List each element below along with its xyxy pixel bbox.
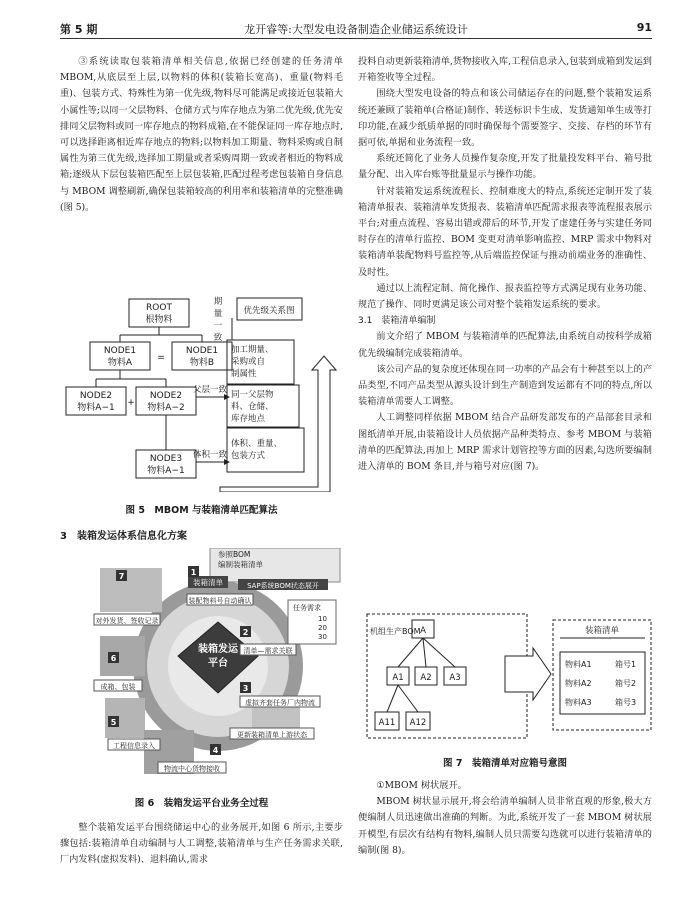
node-a1-label: A1: [392, 673, 404, 683]
paragraph: 该公司产品的复杂度还体现在同一功率的产品会有十种甚至以上的产品类型,不同产品类型从源头设计到生产制造到发运都有不同的特点,所以装箱清单需要人工调整。: [358, 363, 653, 408]
figure-5-caption: 图 5 MBOM 与装箱清单匹配算法: [125, 505, 278, 516]
step-4: 4: [212, 746, 219, 755]
list-title: 装箱清单: [584, 626, 620, 636]
right-column-top: [358, 54, 652, 475]
issue-number: 第 5 期: [60, 23, 98, 36]
parent-consistent-label: 父层一致: [192, 385, 228, 395]
period-char-2: 量: [213, 309, 223, 319]
node1a-label: NODE1: [103, 346, 137, 356]
volume-consistent-label: 体积一致: [192, 450, 228, 460]
node3-label: NODE3: [149, 454, 183, 464]
node1b-sub: 物料B: [189, 358, 215, 368]
ref-bom-line2: 编制装箱清单: [218, 560, 263, 569]
row3-item: 物料A3: [565, 698, 592, 707]
node1b-label: NODE1: [185, 346, 219, 356]
paragraph: MBOM 树状显示展开,将会给清单编制人员非常直观的形象,极大方便编制人员迅速做出准确的判断。为此,系统开发了一套 MBOM 树状展开模型,有层次有结构有物料,编制人员只需要勾选就可以进行装箱清单的编制(图 8)。: [358, 796, 652, 856]
step-6: 6: [110, 654, 117, 663]
step-2: 2: [242, 628, 249, 637]
box3-line2: 包装方式: [231, 451, 266, 461]
worker-photo: [100, 636, 145, 676]
status-update-tag: 更新装箱清单上游状态: [237, 731, 307, 739]
plus-sign: +: [127, 398, 135, 408]
period-char-3: 一: [213, 321, 223, 331]
paragraph: 系统还简化了业务人员操作复杂度,开发了批量投发料平台、箱号批量分配、出入库台账等批量显示与操作功能。: [358, 153, 652, 181]
node-a3-label: A3: [449, 673, 461, 683]
root-sub: 根物料: [145, 315, 173, 325]
step-3: 3: [242, 684, 249, 693]
node2b-sub: 物料A−2: [147, 403, 185, 413]
list-relation-tag: 清单—需求关联: [243, 647, 293, 655]
node2b-label: NODE2: [149, 391, 183, 401]
figure-6-platform-process: [90, 548, 345, 780]
equals-sign: =: [157, 353, 165, 363]
ref-bom-line1: 参照BOM: [218, 550, 251, 559]
node1a-sub: 物料A: [107, 358, 133, 368]
row3-box: 箱号3: [615, 698, 637, 707]
figure-5-mbom-matching: [60, 292, 350, 492]
demand-value-1: 10: [318, 615, 327, 623]
node-a-label: A: [420, 626, 426, 636]
mapping-arrow: [505, 648, 551, 700]
box2-line3: 库存地点: [231, 414, 266, 424]
paragraph: 前文介绍了 MBOM 与装箱清单的匹配算法,由系统自动按科学成箱优先级编制完成装箱清单。: [358, 331, 652, 359]
figure-7-caption: 图 7 装箱清单对应箱号意图: [443, 758, 567, 769]
row2-box: 箱号2: [615, 679, 637, 688]
step-5: 5: [110, 718, 117, 727]
left-column-top: [60, 54, 343, 216]
priority-title: 优先级关系图: [243, 306, 295, 316]
platform-title-1: 装箱发运: [198, 644, 238, 655]
logistics-receive-tag: 物流中心货物接收: [164, 765, 220, 773]
platform-title-2: 平台: [208, 658, 228, 669]
box2-line2: 料、仓储、: [231, 402, 274, 412]
node-a11-label: A11: [378, 718, 396, 728]
demand-value-3: 30: [318, 633, 327, 641]
packing-tag: 成箱、包装: [100, 683, 136, 691]
truck-photo: [100, 568, 162, 612]
box2-line1: 同一父层物: [231, 390, 274, 400]
machine-bom-label: 机组生产BOM: [370, 627, 421, 636]
box1-line2: 采购或自: [231, 357, 266, 367]
node3-sub: 物料A−1: [147, 466, 185, 476]
paragraph: 投料自动更新装箱清单,货物接收入库,工程信息录入,包装到成箱到发运到开箱签收等全过程。: [358, 56, 652, 84]
page-number: 91: [636, 21, 652, 34]
node-a12-label: A12: [409, 718, 427, 728]
paragraph: 围绕大型发电设备的特点和该公司储运存在的问题,整个装箱发运系统还兼顾了装箱单(合格证)制作、转送标识卡生成、发货通知单生成等打印功能,在减少纸质单据的同时确保每个需要签字、交接、存档的环节有据可依,单据和业务流程一致。: [358, 88, 652, 149]
virtual-kit-tag: 虚拟齐套任务厂内物流: [245, 699, 315, 707]
section-3-heading: 3 装箱发运体系信息化方案: [60, 531, 187, 542]
box1-line3: 制属性: [231, 369, 257, 379]
right-column-bottom: [358, 778, 652, 859]
paragraph: 整个装箱发运平台围绕储运中心的业务展开,如图 6 所示,主要步骤包括:装箱清单自动编制与人工调整,装箱清单与生产任务需求关联,厂内发料(虚拟发料)、退料确认,需求: [60, 822, 343, 866]
paragraph: 人工调整同样依据 MBOM 结合产品研发部发布的产品部套目录和图纸清单开展,由装箱设计人员依据产品种类特点、参考 MBOM 与装箱清单的匹配算法,再加上 MRP 需求计划管控等方面的因素,勾选所要编制进入清单的 BOM 条目,并与箱号对应(图 7)。: [358, 412, 652, 473]
figure-6-caption: 图 6 装箱发运平台业务全过程: [134, 798, 269, 809]
subsection-3-1-heading: 3.1 装箱清单编制: [358, 316, 436, 327]
auto-confirm-tag: 装配物料号自动确认: [188, 597, 252, 605]
running-title: 龙开睿等:大型发电设备制造企业储运系统设计: [244, 23, 468, 36]
row1-item: 物料A1: [565, 660, 592, 669]
sap-status-tag: SAP系统BOM状态展开: [247, 582, 319, 590]
running-header: [60, 20, 652, 39]
ship-sign-tag: 对外发货、签收记录: [95, 617, 159, 625]
priority-box-3: [227, 428, 304, 472]
node-a2-label: A2: [420, 673, 432, 683]
paragraph: 通过以上流程定制、简化操作、报表监控等方式满足现有业务功能、规范了操作、同时更满足该公司对整个装箱发运系统的要求。: [358, 282, 653, 311]
root-label: ROOT: [146, 303, 172, 313]
box3-line1: 体积、重量、: [231, 439, 283, 449]
info-entry-tag: 工程信息录入: [113, 742, 155, 750]
paragraph: ③系统读取包装箱清单相关信息,依据已经创建的任务清单 MBOM,从底层至上层,以物料的体积(装箱长宽高)、重量(物料毛重)、包装方式、特殊性为第一优先级,物料尽可能满足或接近包装箱大小属性等;以同一父层物料、仓储方式与库存地点为第二优先级,优先安排同父层物料或同一库存地点的物料成箱,在不能保证同一库存地点时,可以选择距离相近库存地点的物料;以物料加工期量、物料采购或自制属性为第三优先级,选择加工期量或者采购周期一致或者相近的物料成箱;逐级从下层包装箱匹配至上层包装箱,匹配过程考虑包装箱自身信息与 MBOM 调整刷新,确保包装箱较高的利用率和装箱清单的完整准确(图 5)。: [60, 56, 343, 213]
box1-line1: 加工期量、: [231, 345, 274, 355]
paragraph: 针对装箱发运系统流程长、控制难度大的特点,系统还定制开发了装箱清单报表、装箱清单发货报表、装箱清单匹配需求报表等流程报表展示平台;对重点流程、容易出错或滞后的环节,开发了虚建任务与实建任务同时存在的清单行监控、BOM 变更对清单影响监控、MRP 需求中物料对装箱清单装配物料号监控等,从后端监控保证与推动前端业务的准确性、及时性。: [358, 185, 652, 278]
left-column-bottom: [60, 820, 343, 869]
row1-box: 箱号1: [615, 660, 637, 669]
period-char-4: 致: [213, 333, 223, 343]
step-7: 7: [118, 572, 125, 581]
task-demand-title: 任务需求: [293, 604, 321, 612]
row2-item: 物料A2: [565, 679, 592, 688]
node2a-label: NODE2: [79, 391, 113, 401]
packing-list-tag: 装箱清单: [193, 578, 223, 587]
paragraph: ①MBOM 树状展开。: [376, 780, 467, 791]
step-1: 1: [190, 568, 197, 577]
node2a-sub: 物料A−1: [77, 403, 115, 413]
demand-value-2: 20: [318, 624, 327, 632]
figure-7-box-mapping: [365, 612, 655, 742]
period-char-1: 期: [213, 297, 223, 307]
